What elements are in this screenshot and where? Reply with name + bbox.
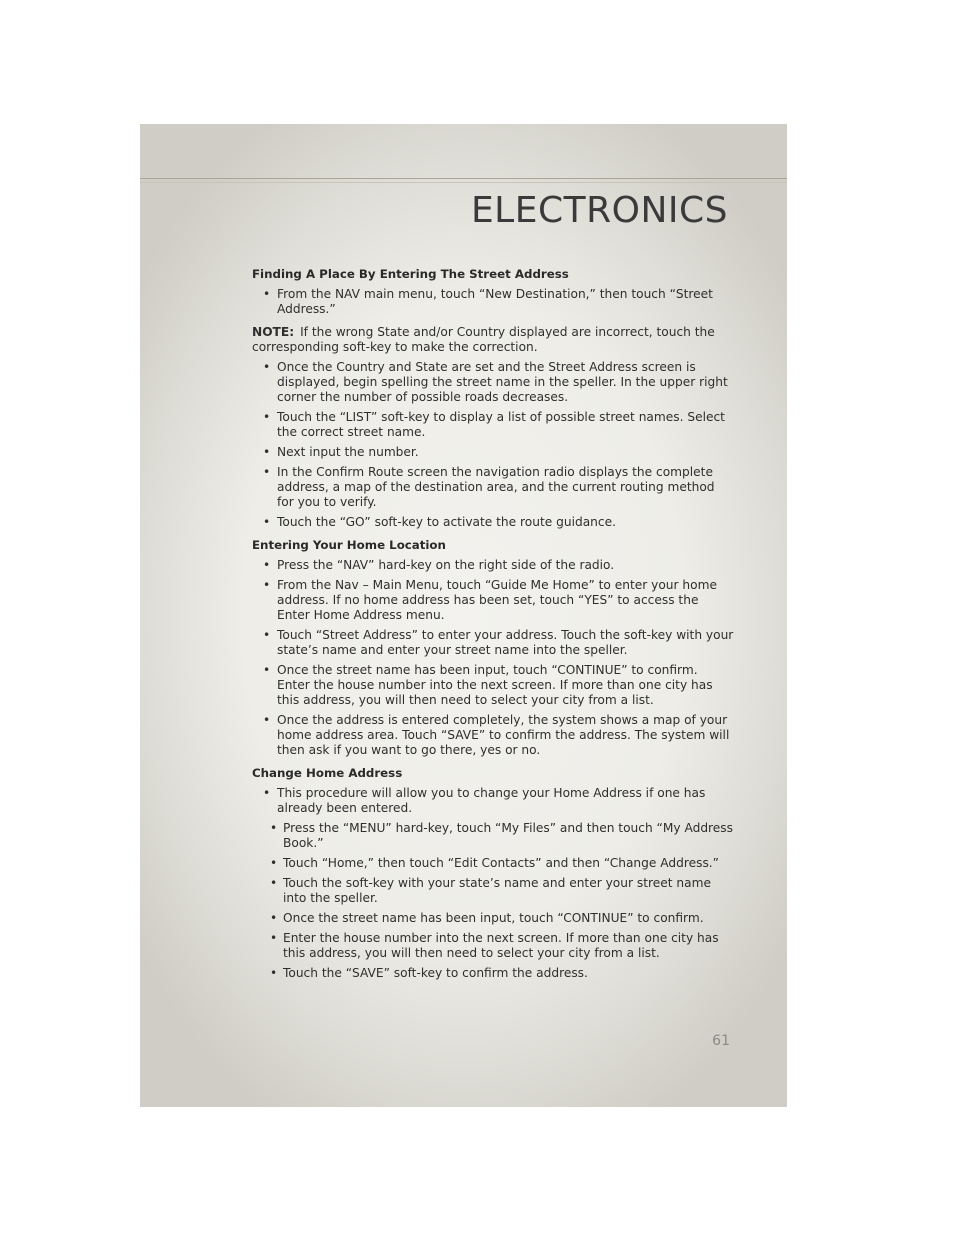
header-rule <box>140 178 787 179</box>
list-item: • Press the “NAV” hard-key on the right side of the radio. <box>252 558 734 573</box>
list-item: • Once the street name has been input, touch “CONTINUE” to confirm. Enter the house number into the next screen. If more than one city has this address, you will then need to select your city from a list. <box>252 663 734 708</box>
header-rule-secondary <box>140 182 787 183</box>
list-item: • Once the street name has been input, touch “CONTINUE” to confirm. <box>252 911 734 926</box>
list-item: • In the Confirm Route screen the navigation radio displays the complete address, a map of the destination area, and the current routing method for you to verify. <box>252 465 734 510</box>
change-home-list <box>252 786 734 981</box>
heading-home-location: Entering Your Home Location <box>252 538 446 552</box>
list-item: • Touch “Home,” then touch “Edit Contacts” and then “Change Address.” <box>252 856 734 871</box>
section-title: ELECTRONICS <box>470 190 728 231</box>
heading-finding-place: Finding A Place By Entering The Street Address <box>252 267 569 281</box>
list-item: • Once the Country and State are set and the Street Address screen is displayed, begin spelling the street name in the speller. In the upper right corner the number of possible roads decreases. <box>252 360 734 405</box>
list-item: • Next input the number. <box>252 445 734 460</box>
list-item: • Touch the “LIST” soft-key to display a list of possible street names. Select the correct street name. <box>252 410 734 440</box>
list-item: • This procedure will allow you to change your Home Address if one has already been entered. <box>252 786 734 816</box>
list-item: • Touch the “SAVE” soft-key to confirm the address. <box>252 966 734 981</box>
list-item: • From the NAV main menu, touch “New Destination,” then touch “Street Address.” <box>252 287 734 317</box>
home-location-list <box>252 558 734 758</box>
list-item: • Enter the house number into the next screen. If more than one city has this address, you will then need to select your city from a list. <box>252 931 734 961</box>
note-text: If the wrong State and/or Country displayed are incorrect, touch the corresponding soft-key to make the correction. <box>252 325 715 354</box>
list-item: • From the Nav – Main Menu, touch “Guide Me Home” to enter your home address. If no home address has been set, touch “YES” to access the Enter Home Address menu. <box>252 578 734 623</box>
page-content <box>252 267 734 989</box>
finding-place-steps-list <box>252 360 734 530</box>
note-label: NOTE: <box>252 325 295 339</box>
list-item: • Touch the “GO” soft-key to activate the route guidance. <box>252 515 734 530</box>
finding-place-intro-list <box>252 287 734 317</box>
manual-page <box>140 124 787 1107</box>
list-item: • Touch “Street Address” to enter your address. Touch the soft-key with your state’s name and enter your street name into the speller. <box>252 628 734 658</box>
note-paragraph <box>252 325 734 355</box>
list-item: • Once the address is entered completely, the system shows a map of your home address area. Touch “SAVE” to confirm the address. The system will then ask if you want to go there, yes or no. <box>252 713 734 758</box>
heading-change-home: Change Home Address <box>252 766 403 780</box>
page-number: 61 <box>712 1033 730 1049</box>
list-item: • Touch the soft-key with your state’s name and enter your street name into the speller. <box>252 876 734 906</box>
list-item: • Press the “MENU” hard-key, touch “My Files” and then touch “My Address Book.” <box>252 821 734 851</box>
